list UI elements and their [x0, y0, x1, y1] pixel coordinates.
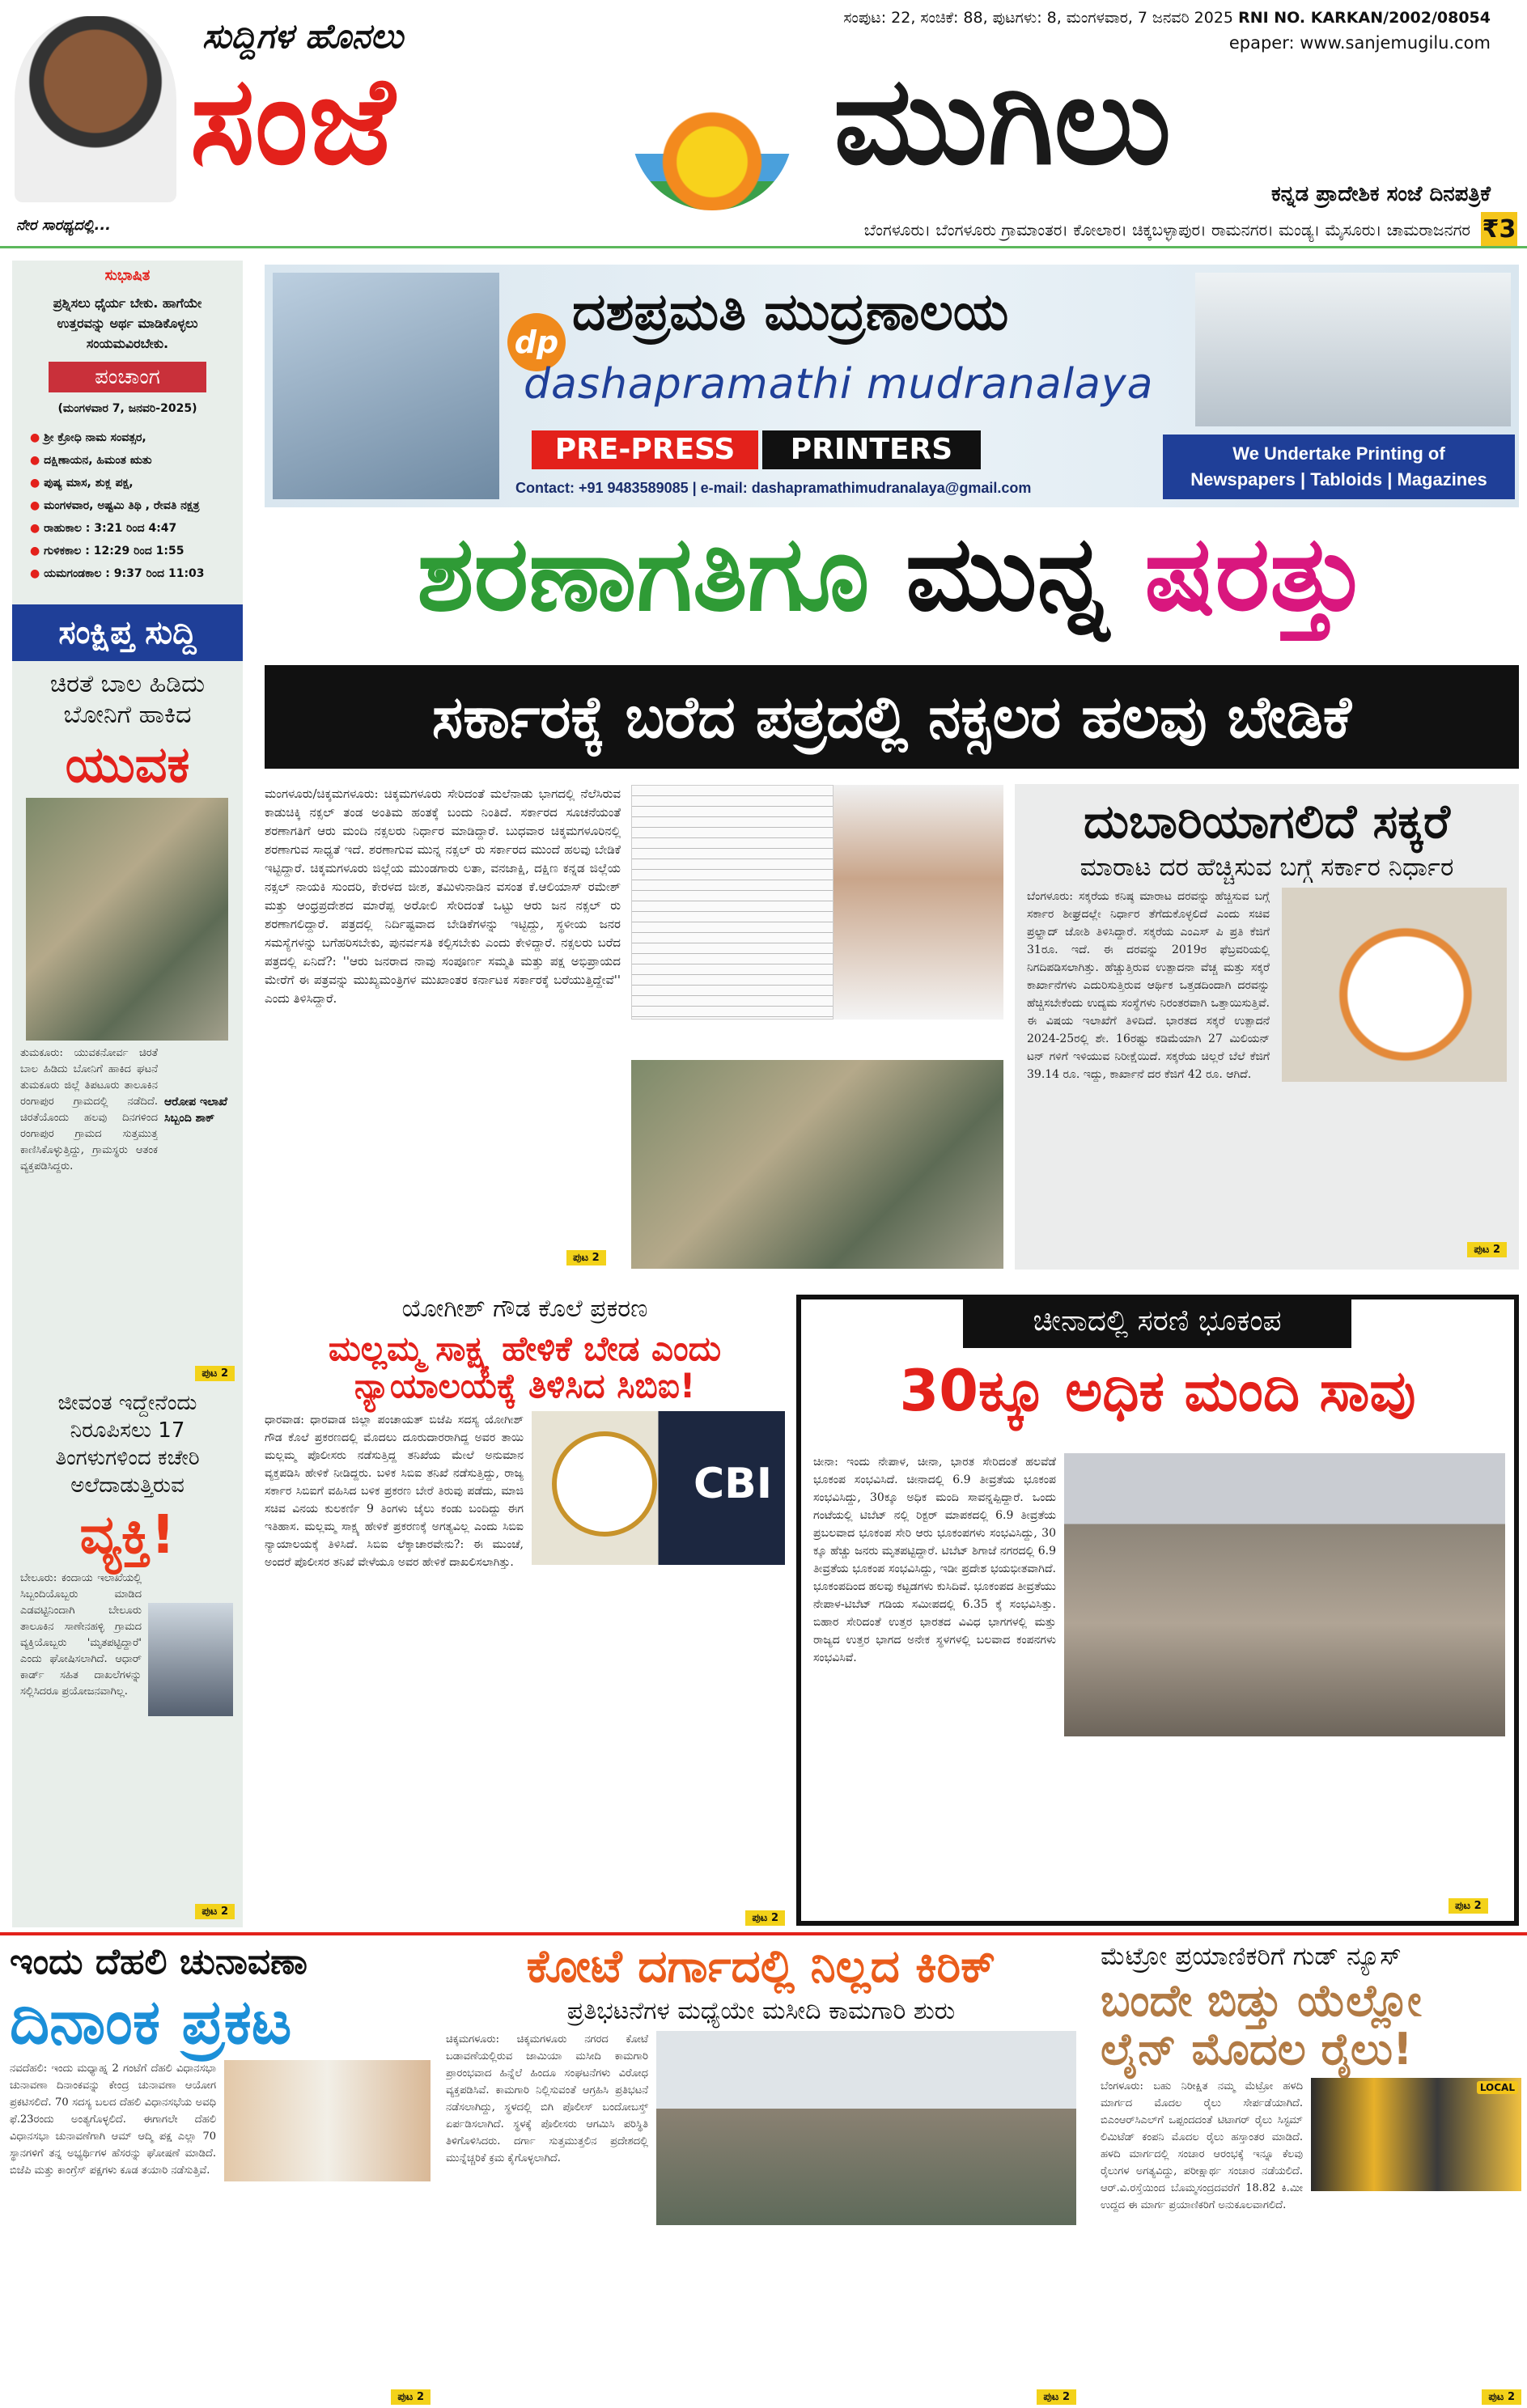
alive-person-photo: [148, 1603, 233, 1716]
panchanga-date: (ಮಂಗಳವಾರ 7, ಜನವರಿ-2025): [57, 402, 197, 415]
lead-headline-part1: ಶರಣಾಗತಿಗೂ: [417, 514, 870, 634]
panchanga-item: ● ಗುಳಿಕಕಾಲ : 12:29 ರಿಂದ 1:55: [30, 545, 185, 557]
local-badge: LOCAL: [1477, 2081, 1518, 2094]
issue-block: [843, 8, 1491, 53]
metro-story: [1101, 1942, 1521, 2405]
press-machine-image: [273, 273, 499, 499]
price-badge: ₹3: [1481, 212, 1517, 248]
printers-label: PRINTERS: [762, 430, 981, 469]
panchanga-item: ● ದಕ್ಷಿಣಾಯನ, ಹಿಮಂತ ಋತು: [30, 454, 152, 467]
city-list: ಬೆಂಗಳೂರು। ಬೆಂಗಳೂರು ಗ್ರಾಮಾಂತರ। ಕೋಲಾರ। ಚಿಕ್ಕಬಳ್ಳಾಪುರ। ರಾಮನಗರ। ಮಂಡ್ಯ। ಮೈಸೂರು। ಚಾಮರಾಜನಗರ: [863, 220, 1470, 240]
naxal-letter-image: [631, 785, 833, 1020]
leopard-headline: ಯುವಕ: [65, 735, 190, 794]
sugar-continued[interactable]: ಪುಟ 2: [1467, 1242, 1507, 1257]
ad-logo: dp: [507, 313, 566, 371]
panchanga-item: ● ರಾಹುಕಾಲ : 3:21 ರಿಂದ 4:47: [30, 522, 177, 535]
cbi-story: [265, 1295, 785, 1926]
rni-number: RNI NO. KARKAN/2002/08054: [1238, 9, 1491, 27]
lead-headline-part3: ಷರತ್ತು: [1144, 514, 1367, 634]
delhi-headline2: ದಿನಾಂಕ ಪ್ರಕಟ: [10, 1985, 292, 2058]
printing-machine-image: [1195, 273, 1511, 426]
alive-text-row: [20, 1571, 235, 1897]
lead-story-body: ಮಂಗಳೂರು/ಚಿಕ್ಕಮಗಳೂರು: ಚಿಕ್ಕಮಗಳೂರು ಸೇರಿದಂತೆ ಮಲೆನಾಡು ಭಾಗದಲ್ಲಿ ನೆಲೆಸಿರುವ ಕಾಡುಚಿಕ್ಕಿ ನಕ್ಸಲ್ ತಂಡ ಅಂತಿಮ ಹಂತಕ್ಕೆ ಬಂದು ನಿಂತಿದೆ. ಸರ್ಕಾರದ ಸೂಚನೆಯಂತೆ ಶರಣಾಗತಿಗೆ ಆರು ಮಂದಿ ನಕ್ಸಲರು ನಿರ್ಧಾರ ಮಾಡಿದ್ದಾರೆ. ಬುಧವಾರ ಚಿಕ್ಕಮಗಳೂರಿನಲ್ಲಿ ಶರಣಾಗುವ ಸಾಧ್ಯತೆ ಇದೆ. ಶರಣಾಗುವ ಮುನ್ನ ನಕ್ಸಲ್ ರು ಸರ್ಕಾರದ ಮುಂದೆ ಹಲವು ಬೇಡಿಕೆ ಇಟ್ಟಿದ್ದಾರೆ. ಚಿಕ್ಕಮಗಳೂರು ಜಿಲ್ಲೆಯ ಮುಂಡಗಾರು ಲತಾ, ವನಜಾಕ್ಷಿ, ದಕ್ಷಿಣ ಕನ್ನಡ ಜಿಲ್ಲೆಯ ನಕ್ಸಲ್ ನಾಯಕಿ ಸುಂದರಿ, ಕೇರಳದ ಜೀಶ, ತಮಿಳುನಾಡಿನ ವಸಂತ ಕೆ.ಆಲಿಯಾಸ್ ರಮೇಶ್ ಮತ್ತು ಆಂಧ್ರಪ್ರದೇಶದ ಮಾರೆಪ್ಪ ಅರೋಲಿ ಸೇರಿದಂತೆ ಒಟ್ಟು ಆರು ಜನ ನಕ್ಸಲ್ ರು ಶರಣಾಗಲಿದ್ದಾರೆ. ಪತ್ರದಲ್ಲಿ ನಿರ್ದಿಷ್ಟವಾದ ಬೇಡಿಕೆಗಳನ್ನು ಇಟ್ಟಿದ್ದು, ಸ್ಥಳೀಯ ಜನರ ಸಮಸ್ಯೆಗಳನ್ನು ಬಗೆಹರಿಸಬೇಕು, ಪುನರ್ವಸತಿ ಕಲ್ಪಿಸಬೇಕು ಎಂದು ಕೇಳಿದ್ದಾರೆ. ನಕ್ಸಲರು ಬರೆದ ಪತ್ರದಲ್ಲಿ ಏನಿದೆ?: ''ಆರು ಜನರಾದ ನಾವು ಸಂಪೂರ್ಣ ಸಮ್ಮತಿ ಮತ್ತು ಪಕ್ಷ ಅಭಿಪ್ರಾಯದ ಮೇರೆಗೆ ಈ ಪತ್ರವನ್ನು ಮುಖ್ಯಮಂತ್ರಿಗಳ ಮುಖಾಂತರ ಕರ್ನಾಟಕ ಸರ್ಕಾರಕ್ಕೆ ಬರೆಯುತ್ತಿದ್ದೇವೆ'' ಎಂದು ತಿಳಿಸಿದ್ದಾರೆ.: [265, 786, 621, 1006]
subhashita-text: ಪ್ರಶ್ನಿಸಲು ಧೈರ್ಯ ಬೇಕು. ಹಾಗೆಯೇ ಉತ್ತರವನ್ನು ಅರ್ಥ ಮಾಡಿಕೊಳ್ಳಲು ಸಂಯಮವಿರಬೇಕು.: [53, 295, 202, 351]
brief-news-header: ಸಂಕ್ಷಿಪ್ತ ಸುದ್ದಿ: [12, 604, 243, 661]
cbi-headline: [265, 1330, 785, 1405]
panchanga-text: ಯಮಗಂಡಕಾಲ : 9:37 ರಿಂದ 11:03: [44, 567, 205, 580]
earthquake-rubble-photo: [1064, 1453, 1505, 1736]
epaper-link[interactable]: epaper: www.sanjemugilu.com: [1228, 33, 1491, 53]
leopard-story-body: ತುಮಕೂರು: ಯುವಕನೋರ್ವ ಚಿರತೆ ಬಾಲ ಹಿಡಿದು ಬೋನಿಗೆ ಹಾಕಿದ ಘಟನೆ ತುಮಕೂರು ಜಿಲ್ಲೆ ತಿಪಟೂರು ತಾಲೂಕಿನ ರಂಗಾಪುರ ಗ್ರಾಮದಲ್ಲಿ ನಡೆದಿದೆ. ಚಿರತೆಯೊಂದು ಹಲವು ದಿನಗಳಿಂದ ರಂಗಾಪುರ ಗ್ರಾಮದ ಸುತ್ತಮುತ್ತ ಕಾಣಿಸಿಕೊಳ್ಳುತ್ತಿದ್ದು, ಗ್ರಾಮಸ್ಥರು ಆತಂಕ ವ್ಯಕ್ತಪಡಿಸಿದ್ದರು.: [20, 1047, 158, 1173]
prepress-label: PRE-PRESS: [532, 430, 758, 469]
masthead-kicker: ಸುದ್ದಿಗಳ ಹೊನಲು: [202, 16, 404, 56]
cbi-kicker: ಯೋಗೀಶ್ ಗೌಡ ಕೊಲೆ ಪ್ರಕರಣ: [401, 1295, 648, 1323]
delhi-leaders-photo: [224, 2060, 431, 2181]
leopard-continued[interactable]: ಪುಟ 2: [195, 1366, 235, 1381]
metro-story-body: ಬೆಂಗಳೂರು: ಬಹು ನಿರೀಕ್ಷಿತ ನಮ್ಮ ಮೆಟ್ರೋ ಹಳದಿ ಮಾರ್ಗದ ಮೊದಲ ರೈಲು ಸೇರ್ಪಡೆಯಾಗಿದೆ. ಬಿಎಂಆರ್‌ಸಿಎಲ್‌ಗೆ ಒಪ್ಪಂದದಂತೆ ಟಿಟಾಗರ್ ರೈಲು ಸಿಸ್ಟಮ್ ಲಿಮಿಟೆಡ್ ಕಂಪನಿ ಮೊದಲ ರೈಲು ಹಸ್ತಾಂತರ ಮಾಡಿದೆ. ಹಳದಿ ಮಾರ್ಗದಲ್ಲಿ ಸಂಚಾರ ಆರಂಭಕ್ಕೆ ಇನ್ನೂ ಕೆಲವು ರೈಲುಗಳ ಅಗತ್ಯವಿದ್ದು, ಪರೀಕ್ಷಾರ್ಥ ಸಂಚಾರ ನಡೆಯಲಿದೆ. ಆರ್.ವಿ.ರಸ್ತೆಯಿಂದ ಬೊಮ್ಮಸಂದ್ರದವರೆಗೆ 18.82 ಕಿ.ಮೀ ಉದ್ದದ ಈ ಮಾರ್ಗ ಪ್ರಯಾಣಿಕರಿಗೆ ಅನುಕೂಲವಾಗಲಿದೆ.: [1101, 2079, 1303, 2211]
masthead-divider: [0, 246, 1527, 248]
sugar-subhead: ಮಾರಾಟ ದರ ಹೆಚ್ಚಿಸುವ ಬಗ್ಗೆ ಸರ್ಕಾರ ನಿರ್ಧಾರ: [1080, 852, 1454, 882]
alive-headline: ವ್ಯಕ್ತಿ!: [79, 1503, 176, 1566]
police-forest-photo: [631, 1060, 1003, 1269]
cbi-headline-line2: ನ್ಯಾಯಾಲಯಕ್ಕೆ ತಿಳಿಸಿದ ಸಿಬಿಐ!: [354, 1366, 696, 1406]
delhi-headline1: ಇಂದು ದೆಹಲಿ ಚುನಾವಣಾ: [10, 1941, 308, 1982]
photo-caption: ನೇರ ಸಾರಥ್ಯದಲ್ಲಿ...: [16, 217, 111, 234]
metro-headline-line1: ಬಂದೇ ಬಿಡ್ತು ಯೆಲ್ಲೋ: [1101, 1975, 1422, 2027]
sugar-headline: ದುಬಾರಿಯಾಗಲಿದೆ ಸಕ್ಕರೆ: [1084, 794, 1450, 849]
panchanga-banner: ಪಂಚಾಂಗ: [49, 362, 206, 392]
cbi-continued[interactable]: ಪುಟ 2: [745, 1910, 785, 1926]
quake-headline: 30ಕ್ಕೂ ಅಧಿಕ ಮಂದಿ ಸಾವು: [899, 1358, 1416, 1424]
cbi-story-body: ಧಾರವಾಡ: ಧಾರವಾಡ ಜಿಲ್ಲಾ ಪಂಚಾಯತ್ ಬಿಜೆಪಿ ಸದಸ್ಯ ಯೋಗೀಶ್ ಗೌಡ ಕೊಲೆ ಪ್ರಕರಣದಲ್ಲಿ ಮೊದಲು ದೂರುದಾರರಾಗಿದ್ದ ಅವರ ತಾಯಿ ಮಲ್ಲಮ್ಮ ಪೊಲೀಸರು ನಡೆಸುತ್ತಿದ್ದ ತನಿಖೆಯ ಮೇಲೆ ಅನುಮಾನ ವ್ಯಕ್ತಪಡಿಸಿ ಹೇಳಿಕೆ ನೀಡಿದ್ದರು. ಬಳಿಕ ಸಿಬಿಐ ತನಿಖೆ ನಡೆಸುತ್ತಿದ್ದು, ರಾಜ್ಯ ಸರ್ಕಾರ ಸಿಬಿಐಗೆ ವಹಿಸಿದ ಬಳಿಕ ಪ್ರಕರಣ ಬೇರೆ ತಿರುವು ಪಡೆದು, ಮಾಜಿ ಸಚಿವ ವಿನಯ ಕುಲಕರ್ಣಿ 9 ತಿಂಗಳು ಜೈಲು ಕಂಡು ಬಂದಿದ್ದು ಈಗ ಇತಿಹಾಸ. ಮಲ್ಲಮ್ಮ ಸಾಕ್ಷ್ಯ ಹೇಳಿಕೆ ಪ್ರಕರಣಕ್ಕೆ ಅಗತ್ಯವಿಲ್ಲ ಎಂದು ಸಿಬಿಐ ನ್ಯಾಯಾಲಯಕ್ಕೆ ತಿಳಿಸಿದೆ. ಸಿಬಿಐ ಲೆಕ್ಕಾಚಾರವೇನು?: ಈ ಮುಂಚೆ, ಅಂದರೆ ಪೊಲೀಸರ ತನಿಖೆ ವೇಳೆಯೂ ಅವರ ಹೇಳಿಕೆ ದಾಖಲಿಸಲಾಗಿತ್ತು.: [265, 1414, 524, 1570]
dargah-protest-photo: [656, 2031, 1076, 2225]
lead-subhead: ಸರ್ಕಾರಕ್ಕೆ ಬರೆದ ಪತ್ರದಲ್ಲಿ ನಕ್ಸಲರ ಹಲವು ಬೇಡಿಕೆ: [265, 665, 1519, 769]
cbi-seal-icon: [552, 1431, 657, 1537]
panchanga-item: ● ಮಂಗಳವಾರ, ಅಷ್ಟಮಿ ತಿಥಿ , ರೇವತಿ ನಕ್ಷತ್ರ: [30, 499, 200, 512]
metro-headline: [1101, 1977, 1521, 2073]
palm-sun-logo: [631, 49, 793, 210]
cbi-content-row: [265, 1411, 785, 1926]
title-mugilu: ಮುಗಿಲು: [833, 51, 1172, 192]
dargah-content-row: [446, 2031, 1076, 2405]
quake-continued[interactable]: ಪುಟ 2: [1449, 1898, 1488, 1914]
lead-continued[interactable]: ಪುಟ 2: [566, 1250, 606, 1265]
delhi-story: [10, 1942, 431, 2405]
dargah-subhead: ಪ್ರತಿಭಟನೆಗಳ ಮಧ್ಯೆಯೇ ಮಸೀದಿ ಕಾಮಗಾರಿ ಶುರು: [566, 1996, 956, 2025]
editor-photo: [15, 16, 176, 202]
dargah-continued[interactable]: ಪುಟ 2: [1037, 2389, 1076, 2405]
sugar-content-row: [1027, 888, 1507, 1257]
sidebar: [12, 261, 243, 1927]
panchanga-text: ದಕ್ಷಿಣಾಯನ, ಹಿಮಂತ ಋತು: [44, 454, 152, 467]
sugar-story-body: ಬೆಂಗಳೂರು: ಸಕ್ಕರೆಯ ಕನಿಷ್ಠ ಮಾರಾಟ ದರವನ್ನು ಹೆಚ್ಚಿಸುವ ಬಗ್ಗೆ ಸರ್ಕಾರ ಶೀಘ್ರದಲ್ಲೇ ನಿರ್ಧಾರ ತೆಗೆದುಕೊಳ್ಳಲಿದೆ ಎಂದು ಸಚಿವ ಪ್ರಲ್ಹಾದ್ ಜೋಶಿ ತಿಳಿಸಿದ್ದಾರೆ. ಸಕ್ಕರೆಯ ಎಂಎಸ್ ಪಿ ಪ್ರತಿ ಕೆಜಿಗೆ 31ರೂ. ಇದೆ. ಈ ದರವನ್ನು 2019ರ ಫೆಬ್ರವರಿಯಲ್ಲಿ ನಿಗದಿಪಡಿಸಲಾಗಿತ್ತು. ಹೆಚ್ಚುತ್ತಿರುವ ಉತ್ಪಾದನಾ ವೆಚ್ಚ ಮತ್ತು ಸಕ್ಕರೆ ಕಾರ್ಖಾನೆಗಳು ಎದುರಿಸುತ್ತಿರುವ ಆರ್ಥಿಕ ಒತ್ತಡದಿಂದಾಗಿ ದರವನ್ನು ಹೆಚ್ಚಿಸಬೇಕೆಂದು ಉದ್ಯಮ ಸಂಸ್ಥೆಗಳು ನಿರಂತರವಾಗಿ ಒತ್ತಾಯಿಸುತ್ತಿವೆ. ಈ ವಿಷಯ ಇಲಾಖೆಗೆ ತಿಳಿದಿದೆ. ಭಾರತದ ಸಕ್ಕರೆ ಉತ್ಪಾದನೆ 2024-25ರಲ್ಲಿ ಶೇ. 16ರಷ್ಟು ಕಡಿಮೆಯಾಗಿ 27 ಮಿಲಿಯನ್ ಟನ್ ಗಳಿಗೆ ಇಳಿಯುವ ನಿರೀಕ್ಷೆಯಿದೆ. ಸಕ್ಕರೆಯ ಚಿಲ್ಲರೆ ಬೆಲೆ ಕೆಜಿಗೆ 39.14 ರೂ. ಇದ್ದು, ಕಾರ್ಖಾನೆ ದರ ಕೆಜಿಗೆ 42 ರೂ. ಆಗಿದೆ.: [1027, 889, 1270, 1081]
leopard-photo: [26, 798, 228, 1041]
section-divider: [0, 1932, 1527, 1935]
ad-title-english: dashapramathi mudranalaya: [524, 360, 1154, 409]
panchanga-text: ಮಂಗಳವಾರ, ಅಷ್ಟಮಿ ತಿಥಿ , ರೇವತಿ ನಕ್ಷತ್ರ: [44, 499, 200, 512]
dargah-story-body: ಚಿಕ್ಕಮಗಳೂರು: ಚಿಕ್ಕಮಗಳೂರು ನಗರದ ಕೋಟೆ ಬಡಾವಣೆಯಲ್ಲಿರುವ ಜಾಮಿಯಾ ಮಸೀದಿ ಕಾಮಗಾರಿ ಪ್ರಾರಂಭವಾದ ಹಿನ್ನೆಲೆ ಹಿಂದೂ ಸಂಘಟನೆಗಳು ವಿರೋಧ ವ್ಯಕ್ತಪಡಿಸಿವೆ. ಕಾಮಗಾರಿ ನಿಲ್ಲಿಸುವಂತೆ ಆಗ್ರಹಿಸಿ ಪ್ರತಿಭಟನೆ ನಡೆಸಲಾಗಿದ್ದು, ಸ್ಥಳದಲ್ಲಿ ಬಿಗಿ ಪೊಲೀಸ್ ಬಂದೋಬಸ್ತ್ ಏರ್ಪಡಿಸಲಾಗಿದೆ. ಸ್ಥಳಕ್ಕೆ ಪೊಲೀಸರು ಆಗಮಿಸಿ ಪರಿಸ್ಥಿತಿ ತಿಳಿಗೊಳಿಸಿದರು. ದರ್ಗಾ ಸುತ್ತಮುತ್ತಲಿನ ಪ್ರದೇಶದಲ್ಲಿ ಮುನ್ನೆಚ್ಚರಿಕೆ ಕ್ರಮ ಕೈಗೊಳ್ಳಲಾಗಿದೆ.: [446, 2033, 648, 2164]
chief-minister-photo: [833, 785, 1003, 1020]
ad-products: Newspapers | Tabloids | Magazines: [1190, 469, 1487, 490]
panchanga-item: ● ಯಮಗಂಡಕಾಲ : 9:37 ರಿಂದ 11:03: [30, 567, 205, 580]
ad-undertake: We Undertake Printing of: [1232, 443, 1445, 464]
sugar-story: [1015, 784, 1519, 1270]
panchanga-text: ರಾಹುಕಾಲ : 3:21 ರಿಂದ 4:47: [44, 522, 177, 535]
panchanga-text: ಗುಳಿಕಕಾಲ : 12:29 ರಿಂದ 1:55: [44, 545, 185, 557]
tagline: ಕನ್ನಡ ಪ್ರಾದೇಶಿಕ ಸಂಜೆ ದಿನಪತ್ರಿಕೆ: [1270, 182, 1491, 206]
sugar-photo: [1282, 888, 1507, 1082]
alive-kicker: ಜೀವಂತ ಇದ್ದೇನೆಂದು ನಿರೂಪಿಸಲು 17 ತಿಂಗಳುಗಳಿಂದ ಕಚೇರಿ ಅಲೆದಾಡುತ್ತಿರುವ: [55, 1391, 200, 1498]
leopard-story: [20, 669, 235, 1381]
quake-story: [796, 1295, 1519, 1926]
issue-details: ಸಂಪುಟ: 22, ಸಂಚಿಕೆ: 88, ಪುಟಗಳು: 8, ಮಂಗಳವಾರ, 7 ಜನವರಿ 2025: [843, 9, 1234, 27]
metro-content-row: [1101, 2078, 1521, 2405]
metro-kicker: ಮೆಟ್ರೋ ಪ್ರಯಾಣಿಕರಿಗೆ ಗುಡ್ ನ್ಯೂಸ್: [1101, 1942, 1402, 1971]
metro-train-photo: [1311, 2078, 1521, 2191]
dargah-story: [446, 1942, 1076, 2405]
cbi-image: [532, 1411, 785, 1565]
alive-story-body: ಬೇಲೂರು: ಕಂದಾಯ ಇಲಾಖೆಯಲ್ಲಿ ಸಿಬ್ಬಂದಿಯೊಬ್ಬರು ಮಾಡಿದ ಎಡವಟ್ಟಿನಿಂದಾಗಿ ಬೇಲೂರು ತಾಲೂಕಿನ ಸಾಣೇನಹಳ್ಳಿ ಗ್ರಾಮದ ವ್ಯಕ್ತಿಯೊಬ್ಬರು 'ಮೃತಪಟ್ಟಿದ್ದಾರೆ' ಎಂದು ಘೋಷಿಸಲಾಗಿದೆ. ಆಧಾರ್ ಕಾರ್ಡ್ ಸಹಿತ ದಾಖಲೆಗಳನ್ನು ಸಲ್ಲಿಸಿದರೂ ಪ್ರಯೋಜನವಾಗಿಲ್ಲ.: [20, 1571, 142, 1698]
leopard-tag: ಆರೋಪ ಇಲಾಖೆ ಸಿಬ್ಬಂದಿ ಶಾಕ್: [164, 1096, 227, 1126]
cbi-headline-line1: ಮಲ್ಲಮ್ಮ ಸಾಕ್ಷ್ಯ ಹೇಳಿಕೆ ಬೇಡ ಎಂದು: [328, 1329, 722, 1368]
ad-services: [1163, 435, 1515, 499]
masthead: [0, 0, 1527, 247]
panchanga-text: ಶ್ರೀ ಕ್ರೋಧಿ ನಾಮ ಸಂವತ್ಸರ,: [44, 431, 146, 444]
title-sanje: ಸಂಜೆ: [190, 51, 395, 192]
issue-info: [843, 8, 1491, 28]
delhi-continued[interactable]: ಪುಟ 2: [391, 2389, 431, 2405]
printer-ad[interactable]: [265, 265, 1519, 507]
panchanga-list: [30, 426, 240, 585]
dargah-headline: ಕೋಟೆ ದರ್ಗಾದಲ್ಲಿ ನಿಲ್ಲದ ಕಿರಿಕ್: [526, 1940, 996, 1993]
delhi-content-row: [10, 2060, 431, 2405]
lead-headline-part2: ಮುನ್ನ: [869, 514, 1145, 634]
alive-story: [20, 1389, 235, 1919]
metro-headline-line2: ಲೈನ್ ಮೊದಲ ರೈಲು!: [1101, 2023, 1413, 2075]
subhashita-title: ಸುಭಾಷಿತ: [104, 267, 151, 284]
leopard-kicker: ಚಿರತೆ ಬಾಲ ಹಿಡಿದು ಬೋನಿಗೆ ಹಾಕಿದ: [49, 670, 206, 729]
delhi-story-body: ನವದೆಹಲಿ: ಇಂದು ಮಧ್ಯಾಹ್ನ 2 ಗಂಟೆಗೆ ದೆಹಲಿ ವಿಧಾನಸಭಾ ಚುನಾವಣಾ ದಿನಾಂಕವನ್ನು ಕೇಂದ್ರ ಚುನಾವಣಾ ಆಯೋಗ ಪ್ರಕಟಿಸಲಿದೆ. 70 ಸದಸ್ಯ ಬಲದ ದೆಹಲಿ ವಿಧಾನಸಭೆಯ ಅವಧಿ ಫೆ.23ರಂದು ಅಂತ್ಯಗೊಳ್ಳಲಿದೆ. ಈಗಾಗಲೇ ದೆಹಲಿ ವಿಧಾನಸಭಾ ಚುನಾವಣೆಗಾಗಿ ಆಮ್ ಆದ್ಮಿ ಪಕ್ಷ ಎಲ್ಲಾ 70 ಸ್ಥಾನಗಳಿಗೆ ತನ್ನ ಅಭ್ಯರ್ಥಿಗಳ ಹೆಸರನ್ನು ಘೋಷಣೆ ಮಾಡಿದೆ. ಬಿಜೆಪಿ ಮತ್ತು ಕಾಂಗ್ರೆಸ್ ಪಕ್ಷಗಳು ಕೂಡ ತಯಾರಿ ನಡೆಸುತ್ತಿವೆ.: [10, 2062, 216, 2177]
quake-story-body: ಚೀನಾ: ಇಂದು ನೇಪಾಳ, ಚೀನಾ, ಭಾರತ ಸೇರಿದಂತೆ ಹಲವೆಡೆ ಭೂಕಂಪ ಸಂಭವಿಸಿದೆ. ಚೀನಾದಲ್ಲಿ 6.9 ತೀವ್ರತೆಯ ಭೂಕಂಪ ಸಂಭವಿಸಿದ್ದು, 30ಕ್ಕೂ ಅಧಿಕ ಮಂದಿ ಸಾವನ್ನಪ್ಪಿದ್ದಾರೆ. ಒಂದು ಗಂಟೆಯಲ್ಲಿ ಟಿಬೆಟ್ ನಲ್ಲಿ ರಿಕ್ಟರ್ ಮಾಪಕದಲ್ಲಿ 6.9 ತೀವ್ರತೆಯ ಪ್ರಬಲವಾದ ಭೂಕಂಪ ಸೇರಿ ಆರು ಭೂಕಂಪಗಳು ಸಂಭವಿಸಿದ್ದು, 30 ಕ್ಕೂ ಹೆಚ್ಚು ಜನರು ಮೃತಪಟ್ಟಿದ್ದಾರೆ. ಟಿಬೆಟ್ ಶಿಗಾಜೆ ನಗರದಲ್ಲಿ 6.9 ತೀವ್ರತೆಯ ಭೂಕಂಪ ಸಂಭವಿಸಿದ್ದು, ಇಡೀ ಪ್ರದೇಶ ಭಯಭೀತವಾಗಿದೆ. ಭೂಕಂಪದಿಂದ ಹಲವು ಕಟ್ಟಡಗಳು ಕುಸಿದಿವೆ. ಭೂಕಂಪದ ತೀವ್ರತೆಯು ನೇಪಾಳ-ಟಿಬೆಟ್ ಗಡಿಯ ಸಮೀಪದಲ್ಲಿ 6.35 ಕ್ಕೆ ಸಂಭವಿಸಿತ್ತು. ಬಿಹಾರ ಸೇರಿದಂತೆ ಉತ್ತರ ಭಾರತದ ವಿವಿಧ ಭಾಗಗಳಲ್ಲಿ ಮತ್ತು ರಾಜ್ಯದ ಉತ್ತರ ಭಾಗದ ಅನೇಕ ಸ್ಥಳಗಳಲ್ಲಿ ಬಲವಾದ ಕಂಪನಗಳು ಸಂಭವಿಸಿವೆ.: [813, 1456, 1056, 1664]
ad-title-kannada: ದಶಪ್ರಮತಿ ಮುದ್ರಣಾಲಯ: [572, 282, 1009, 342]
lead-headline: [265, 514, 1519, 634]
cbi-image-label: CBI: [694, 1460, 773, 1509]
panchanga-item: ● ಶ್ರೀ ಕ್ರೋಧಿ ನಾಮ ಸಂವತ್ಸರ,: [30, 431, 146, 444]
ad-contact: Contact: +91 9483589085 | e-mail: dashapramathimudranalaya@gmail.com: [515, 480, 1032, 496]
quake-kicker: ಚೀನಾದಲ್ಲಿ ಸರಣಿ ಭೂಕಂಪ: [963, 1295, 1351, 1348]
panchanga-item: ● ಪುಷ್ಯ ಮಾಸ, ಶುಕ್ಲ ಪಕ್ಷ,: [30, 477, 134, 490]
leopard-text-row: [20, 1045, 235, 1359]
panchanga-text: ಪುಷ್ಯ ಮಾಸ, ಶುಕ್ಲ ಪಕ್ಷ,: [44, 477, 134, 490]
alive-continued[interactable]: ಪುಟ 2: [195, 1904, 235, 1919]
metro-continued[interactable]: ಪುಟ 2: [1482, 2389, 1521, 2405]
